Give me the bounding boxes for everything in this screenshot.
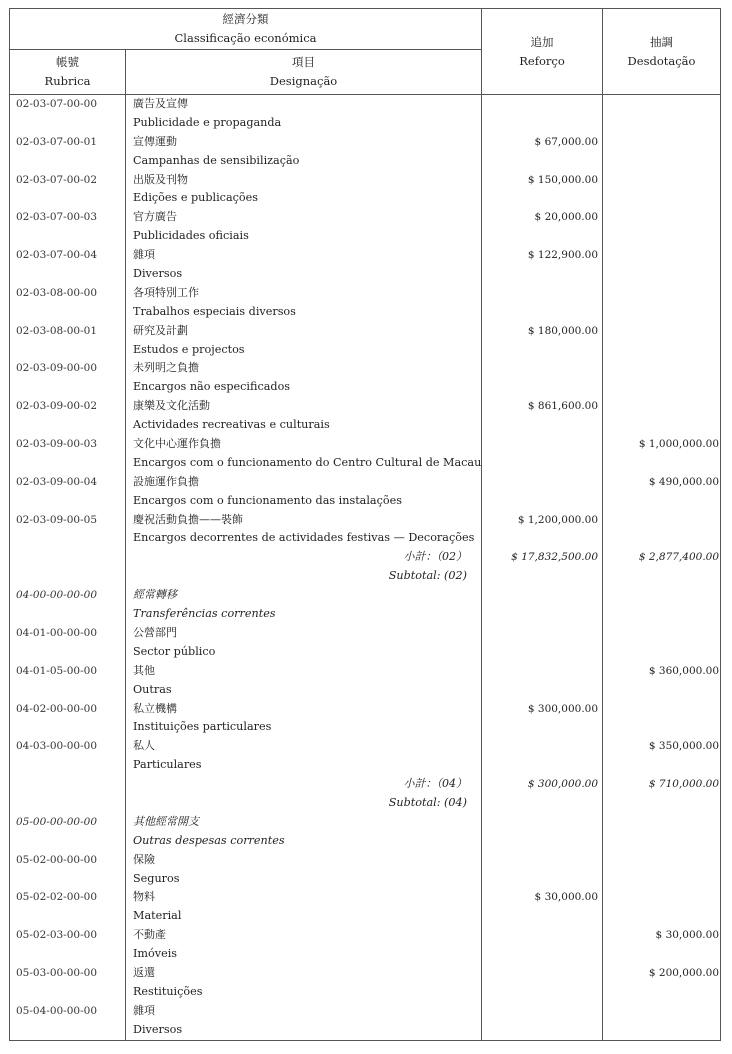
desdotacao-amount: $ 710,000.00 xyxy=(648,778,720,791)
designacao-zh: 研究及計劃 xyxy=(133,323,188,337)
rubrica-code: 05-02-02-00-00 xyxy=(16,891,97,904)
designacao-pt: Subtotal: (02) xyxy=(388,569,468,583)
rubrica-cell xyxy=(10,171,126,209)
designacao-header: 項目 Designação xyxy=(126,50,482,95)
designacao-pt: Encargos com o funcionamento do Centro Cultural de Macau xyxy=(133,455,482,469)
rubrica-cell xyxy=(10,851,126,889)
designacao-zh: 經常轉移 xyxy=(133,588,177,602)
designacao-cell xyxy=(126,888,482,926)
desdotacao-cell xyxy=(603,208,721,246)
rubrica-cell xyxy=(10,359,126,397)
subtotal-row xyxy=(10,548,721,586)
designacao-pt: Encargos decorrentes de actividades festivas — Decorações xyxy=(133,531,475,545)
rubrica-code: 05-04-00-00-00 xyxy=(16,1004,97,1017)
designacao-pt: Imóveis xyxy=(133,947,178,961)
desdotacao-amount xyxy=(603,586,720,605)
designacao-pt: Diversos xyxy=(133,1022,183,1036)
reforco-cell xyxy=(482,813,603,851)
designacao-pt: Trabalhos especiais diversos xyxy=(133,304,296,318)
table-row xyxy=(10,586,721,624)
designacao-pt: Estudos e projectos xyxy=(133,342,245,356)
reforco-cell xyxy=(482,397,603,435)
desdotacao-cell xyxy=(603,964,721,1002)
designacao-pt: Restituições xyxy=(133,984,203,998)
rubrica-cell xyxy=(10,775,126,813)
rubrica-code: 04-02-00-00-00 xyxy=(16,702,97,715)
rubrica-code: 02-03-07-00-01 xyxy=(16,135,97,148)
designacao-zh: 出版及刊物 xyxy=(133,172,188,186)
designacao-pt: Material xyxy=(133,909,182,923)
desdotacao-amount xyxy=(603,700,720,719)
desdotacao-cell xyxy=(603,171,721,209)
rubrica-cell xyxy=(10,133,126,171)
reforco-cell xyxy=(482,208,603,246)
desdotacao-cell xyxy=(603,775,721,813)
designacao-cell xyxy=(126,473,482,511)
reforco-amount xyxy=(482,851,602,870)
rubrica-code: 02-03-09-00-03 xyxy=(16,438,97,451)
designacao-zh: 其他 xyxy=(133,663,155,677)
desdotacao-amount xyxy=(603,95,720,114)
rubrica-code xyxy=(10,775,125,794)
desdotacao-cell xyxy=(603,548,721,586)
designacao-cell xyxy=(126,624,482,662)
designacao-cell xyxy=(126,246,482,284)
desdotacao-cell xyxy=(603,700,721,738)
designacao-cell xyxy=(126,964,482,1002)
designacao-pt: Diversos xyxy=(133,267,183,281)
rubrica-code: 02-03-07-00-03 xyxy=(16,211,97,224)
designacao-zh: 公營部門 xyxy=(133,625,177,639)
table-row xyxy=(10,284,721,322)
designacao-pt: Encargos com o funcionamento das instalações xyxy=(133,493,402,507)
designacao-pt: Particulares xyxy=(133,758,202,772)
designacao-cell xyxy=(126,435,482,473)
designacao-zh: 保險 xyxy=(133,852,155,866)
desdotacao-amount xyxy=(603,246,720,265)
reforco-cell xyxy=(482,322,603,360)
reforco-cell xyxy=(482,775,603,813)
desdotacao-cell xyxy=(603,662,721,700)
designacao-zh: 其他經常開支 xyxy=(133,814,199,828)
desdotacao-amount: $ 360,000.00 xyxy=(648,664,720,677)
designacao-cell xyxy=(126,322,482,360)
desdotacao-amount: $ 350,000.00 xyxy=(648,740,720,753)
designacao-zh: 返還 xyxy=(133,965,155,979)
desdotacao-amount xyxy=(603,133,720,152)
reforco-cell xyxy=(482,888,603,926)
reforco-cell xyxy=(482,586,603,624)
reforco-cell xyxy=(482,851,603,889)
rubrica-cell xyxy=(10,737,126,775)
designacao-cell xyxy=(126,397,482,435)
reforco-amount: $ 67,000.00 xyxy=(534,135,599,148)
desdotacao-cell xyxy=(603,284,721,322)
rubrica-cell xyxy=(10,511,126,549)
designacao-cell xyxy=(126,813,482,851)
rubrica-code xyxy=(10,548,125,567)
reforco-cell xyxy=(482,700,603,738)
table-row xyxy=(10,926,721,964)
rubrica-header: 帳號 Rubrica xyxy=(10,50,126,95)
reforco-amount xyxy=(482,435,602,454)
reforco-cell xyxy=(482,548,603,586)
rubrica-cell xyxy=(10,624,126,662)
reforco-amount: $ 17,832,500.00 xyxy=(511,551,599,564)
table-body xyxy=(10,95,721,1041)
reforco-amount xyxy=(482,359,602,378)
designacao-cell xyxy=(126,171,482,209)
desdotacao-cell xyxy=(603,624,721,662)
rubrica-code: 02-03-09-00-02 xyxy=(16,400,97,413)
desdotacao-cell xyxy=(603,95,721,133)
desdotacao-amount xyxy=(603,284,720,303)
designacao-cell xyxy=(126,133,482,171)
reforco-amount xyxy=(482,624,602,643)
desdotacao-cell xyxy=(603,397,721,435)
reforco-cell xyxy=(482,624,603,662)
designacao-zh: 官方廣告 xyxy=(133,210,177,224)
designacao-zh: 慶祝活動負擔——裝飾 xyxy=(133,512,243,526)
rubrica-code: 02-03-09-00-05 xyxy=(16,513,97,526)
rubrica-cell xyxy=(10,1002,126,1040)
reforco-amount xyxy=(482,964,602,983)
designacao-cell xyxy=(126,1002,482,1040)
desdotacao-cell xyxy=(603,586,721,624)
table-row xyxy=(10,888,721,926)
designacao-pt: Outras xyxy=(133,682,172,696)
rubrica-cell xyxy=(10,322,126,360)
rubrica-code: 05-00-00-00-00 xyxy=(16,815,97,828)
desdotacao-amount xyxy=(603,322,720,341)
desdotacao-cell xyxy=(603,813,721,851)
classification-header: 經濟分類 Classificação económica xyxy=(10,9,482,50)
rubrica-cell xyxy=(10,548,126,586)
designacao-pt: Actividades recreativas e culturais xyxy=(133,418,330,432)
desdotacao-cell xyxy=(603,435,721,473)
table-row xyxy=(10,359,721,397)
reforco-amount: $ 150,000.00 xyxy=(527,173,599,186)
reforco-cell xyxy=(482,435,603,473)
reforco-cell xyxy=(482,926,603,964)
reforco-amount: $ 300,000.00 xyxy=(527,702,599,715)
designacao-pt: Seguros xyxy=(133,871,180,885)
designacao-cell xyxy=(126,662,482,700)
reforco-amount: $ 20,000.00 xyxy=(534,211,599,224)
desdotacao-cell xyxy=(603,246,721,284)
reforco-cell xyxy=(482,359,603,397)
designacao-cell xyxy=(126,851,482,889)
rubrica-cell xyxy=(10,284,126,322)
rubrica-cell xyxy=(10,208,126,246)
reforco-cell xyxy=(482,171,603,209)
desdotacao-amount xyxy=(603,511,720,530)
table-row xyxy=(10,700,721,738)
table-row xyxy=(10,737,721,775)
table-row xyxy=(10,95,721,133)
rubrica-code: 02-03-07-00-04 xyxy=(16,249,97,262)
reforco-cell xyxy=(482,737,603,775)
designacao-zh: 文化中心運作負擔 xyxy=(133,437,221,451)
reforco-amount: $ 122,900.00 xyxy=(527,249,599,262)
rubrica-code: 02-03-09-00-04 xyxy=(16,475,97,488)
designacao-cell xyxy=(126,737,482,775)
designacao-zh: 小計：（02） xyxy=(403,550,468,564)
rubrica-code: 05-02-03-00-00 xyxy=(16,929,97,942)
designacao-zh: 宣傳運動 xyxy=(133,134,177,148)
rubrica-code: 02-03-09-00-00 xyxy=(16,362,97,375)
designacao-zh: 雜項 xyxy=(133,1003,155,1017)
designacao-cell xyxy=(126,548,482,586)
table-row xyxy=(10,322,721,360)
table-row xyxy=(10,851,721,889)
table-row xyxy=(10,397,721,435)
budget-table xyxy=(9,8,721,1041)
designacao-cell xyxy=(126,359,482,397)
designacao-cell xyxy=(126,284,482,322)
reforco-cell xyxy=(482,1002,603,1040)
designacao-cell xyxy=(126,586,482,624)
reforco-amount: $ 300,000.00 xyxy=(527,778,599,791)
reforco-amount: $ 1,200,000.00 xyxy=(517,513,599,526)
desdotacao-cell xyxy=(603,888,721,926)
desdotacao-cell xyxy=(603,133,721,171)
designacao-zh: 私人 xyxy=(133,739,155,753)
designacao-pt: Publicidades oficiais xyxy=(133,229,249,243)
reforco-header: 追加 Reforço xyxy=(482,9,603,95)
rubrica-cell xyxy=(10,926,126,964)
desdotacao-header: 抽調 Desdotação xyxy=(603,9,721,95)
rubrica-code: 04-01-05-00-00 xyxy=(16,664,97,677)
rubrica-code: 05-03-00-00-00 xyxy=(16,966,97,979)
reforco-cell xyxy=(482,95,603,133)
rubrica-cell xyxy=(10,700,126,738)
designacao-zh: 雜項 xyxy=(133,248,155,262)
rubrica-code: 02-03-07-00-00 xyxy=(16,98,97,110)
desdotacao-amount: $ 2,877,400.00 xyxy=(638,551,720,564)
reforco-cell xyxy=(482,662,603,700)
table-row xyxy=(10,1002,721,1040)
rubrica-cell xyxy=(10,813,126,851)
designacao-cell xyxy=(126,700,482,738)
table-row xyxy=(10,208,721,246)
rubrica-code: 02-03-07-00-02 xyxy=(16,173,97,186)
desdotacao-amount: $ 30,000.00 xyxy=(655,929,720,942)
reforco-cell xyxy=(482,511,603,549)
reforco-amount xyxy=(482,1002,602,1021)
designacao-pt: Encargos não especificados xyxy=(133,380,291,394)
rubrica-code: 02-03-08-00-01 xyxy=(16,324,97,337)
desdotacao-cell xyxy=(603,322,721,360)
reforco-amount xyxy=(482,662,602,681)
designacao-pt: Edições e publicações xyxy=(133,191,258,205)
reforco-amount xyxy=(482,737,602,756)
designacao-pt: Instituições particulares xyxy=(133,720,272,734)
rubrica-code: 04-01-00-00-00 xyxy=(16,626,97,639)
rubrica-cell xyxy=(10,964,126,1002)
designacao-pt: Campanhas de sensibilização xyxy=(133,153,300,167)
rubrica-cell xyxy=(10,95,126,133)
rubrica-cell xyxy=(10,397,126,435)
desdotacao-cell xyxy=(603,359,721,397)
designacao-zh: 各項特別工作 xyxy=(133,285,199,299)
designacao-zh: 康樂及文化活動 xyxy=(133,399,210,413)
reforco-amount xyxy=(482,95,602,114)
desdotacao-amount xyxy=(603,624,720,643)
designacao-zh: 設施運作負擔 xyxy=(133,474,199,488)
rubrica-code: 04-00-00-00-00 xyxy=(16,589,97,602)
table-row xyxy=(10,473,721,511)
table-row xyxy=(10,133,721,171)
reforco-cell xyxy=(482,964,603,1002)
reforco-amount xyxy=(482,813,602,832)
table-row xyxy=(10,435,721,473)
desdotacao-amount xyxy=(603,397,720,416)
table-row xyxy=(10,964,721,1002)
reforco-amount xyxy=(482,586,602,605)
table-row xyxy=(10,171,721,209)
designacao-cell xyxy=(126,775,482,813)
designacao-pt: Subtotal: (04) xyxy=(388,795,468,809)
desdotacao-cell xyxy=(603,1002,721,1040)
reforco-cell xyxy=(482,133,603,171)
desdotacao-amount: $ 1,000,000.00 xyxy=(638,438,720,451)
table-row xyxy=(10,624,721,662)
rubrica-code: 05-02-00-00-00 xyxy=(16,853,97,866)
designacao-cell xyxy=(126,511,482,549)
rubrica-code: 02-03-08-00-00 xyxy=(16,286,97,299)
designacao-cell xyxy=(126,208,482,246)
desdotacao-amount xyxy=(603,171,720,190)
desdotacao-amount xyxy=(603,208,720,227)
reforco-amount xyxy=(482,284,602,303)
table-header xyxy=(10,9,721,95)
desdotacao-cell xyxy=(603,926,721,964)
desdotacao-amount xyxy=(603,888,720,907)
desdotacao-amount: $ 490,000.00 xyxy=(648,475,720,488)
designacao-zh: 物料 xyxy=(133,890,155,904)
reforco-amount: $ 861,600.00 xyxy=(527,400,599,413)
reforco-amount: $ 30,000.00 xyxy=(534,891,599,904)
designacao-zh: 私立機構 xyxy=(133,701,177,715)
desdotacao-amount: $ 200,000.00 xyxy=(648,966,720,979)
desdotacao-cell xyxy=(603,851,721,889)
reforco-cell xyxy=(482,284,603,322)
desdotacao-amount xyxy=(603,813,720,832)
desdotacao-amount xyxy=(603,359,720,378)
reforco-cell xyxy=(482,473,603,511)
designacao-pt: Outras despesas correntes xyxy=(133,833,285,847)
rubrica-cell xyxy=(10,473,126,511)
reforco-cell xyxy=(482,246,603,284)
rubrica-cell xyxy=(10,435,126,473)
subtotal-row xyxy=(10,775,721,813)
rubrica-cell xyxy=(10,586,126,624)
designacao-zh: 廣告及宣傳 xyxy=(133,97,188,110)
designacao-pt: Publicidade e propaganda xyxy=(133,115,282,129)
designacao-cell xyxy=(126,95,482,133)
rubrica-cell xyxy=(10,246,126,284)
table-row xyxy=(10,662,721,700)
rubrica-cell xyxy=(10,888,126,926)
desdotacao-cell xyxy=(603,511,721,549)
designacao-zh: 未列明之負擔 xyxy=(133,361,199,375)
designacao-zh: 小計：（04） xyxy=(403,777,468,791)
designacao-zh: 不動產 xyxy=(133,928,166,942)
designacao-cell xyxy=(126,926,482,964)
table-row xyxy=(10,511,721,549)
desdotacao-amount xyxy=(603,851,720,870)
rubrica-code: 04-03-00-00-00 xyxy=(16,740,97,753)
reforco-amount xyxy=(482,926,602,945)
reforco-amount: $ 180,000.00 xyxy=(527,324,599,337)
desdotacao-amount xyxy=(603,1002,720,1021)
designacao-pt: Sector público xyxy=(133,644,216,658)
desdotacao-cell xyxy=(603,473,721,511)
rubrica-cell xyxy=(10,662,126,700)
designacao-pt: Transferências correntes xyxy=(133,607,276,621)
table-row xyxy=(10,246,721,284)
desdotacao-cell xyxy=(603,737,721,775)
table-row xyxy=(10,813,721,851)
reforco-amount xyxy=(482,473,602,492)
